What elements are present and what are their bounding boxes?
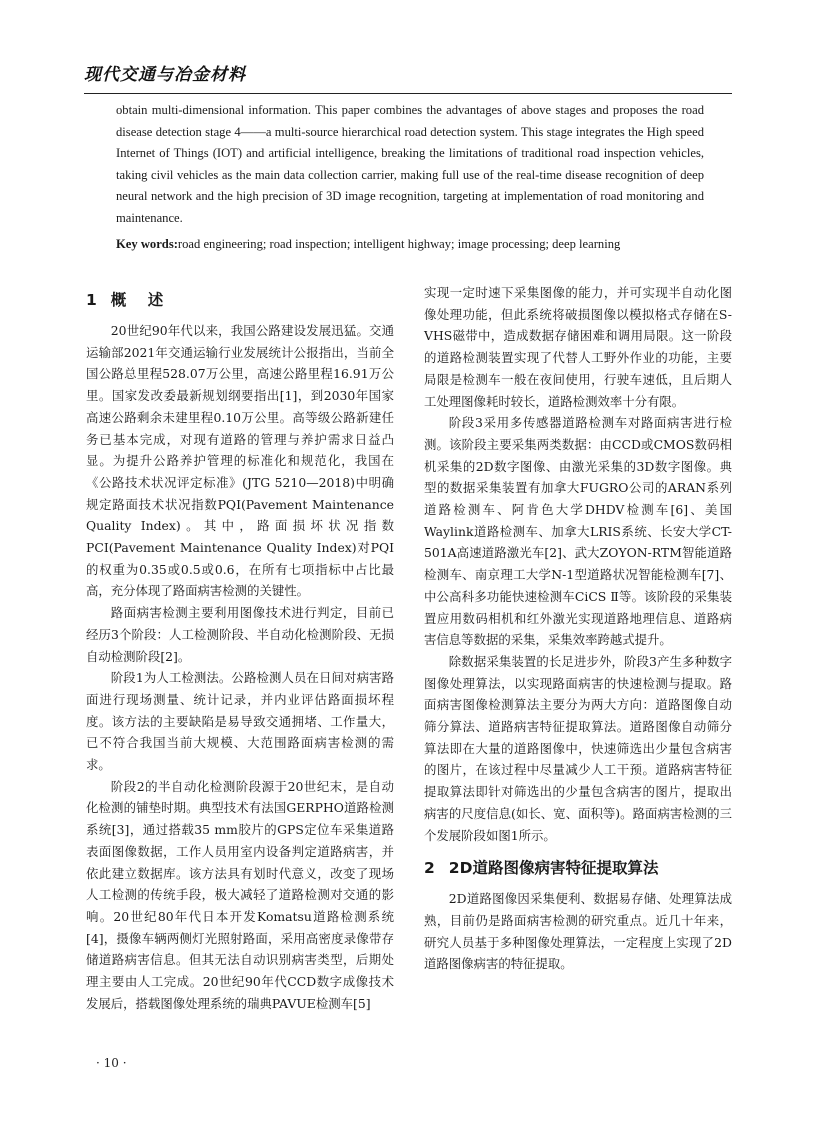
section-1-title: 概 述 [110, 291, 172, 309]
journal-logo: 现代交通与冶金材料 [84, 65, 246, 85]
section-1-heading [86, 288, 394, 312]
section-1-paragraph-continued: 实现一定时速下采集图像的能力，并可实现半自动化图像处理功能，但此系统将破损图像以模拟格式存储在S-VHS磁带中，造成数据存储困难和调用局限。这一阶段的道路检测装置实现了代替人工野外作业的功能，主要局限是检测车一般在夜间使用，行驶车速低，且后期人工处理图像耗时较长，道路检测效率十分有限。 [424, 285, 732, 409]
keywords-label: Key words: [116, 237, 178, 251]
page-number: · 10 · [96, 1056, 127, 1070]
section-2-paragraph: 2D道路图像因采集便利、数据易存储、处理算法成熟，目前仍是路面病害检测的研究重点。近几十年来，研究人员基于多种图像处理算法，一定程度上实现了2D道路图像病害的特征提取。 [424, 891, 732, 972]
section-1-paragraph: 阶段2的半自动化检测阶段源于20世纪末，是自动化检测的铺垫时期。典型技术有法国GERPHO道路检测系统[3]，通过搭载35 mm胶片的GPS定位车采集道路表面图像数据，工作人员用室内设备判定道路病害，并依此建立数据库。该方法具有划时代意义，改变了现场人工检测的传统手段，极大减轻了道路检测对交通的影响。20世纪80年代日本开发Komatsu道路检测系统[4]，摄像车辆两侧灯光照射路面，采用高密度录像带存储道路病害信息。但其无法自动识别病害类型，后期处理主要由人工完成。20世纪90年代CCD数字成像技术发展后，搭载图像处理系统的瑞典PAVUE检测车[5] [86, 778, 394, 1011]
right-column [424, 282, 732, 975]
keywords [116, 234, 716, 254]
left-column [86, 282, 394, 1015]
header-rule [84, 93, 732, 94]
abstract-text: obtain multi-dimensional information. This paper combines the advantages of above stages and proposes the road disease detection stage 4——a multi-source hierarchical road detection system. This stage integrates the High speed Internet of Things (IOT) and artificial intelligence, breaking the limitations of traditional road inspection vehicles, taking civil vehicles as the main data collection carrier, making full use of the real-time disease recognition of deep neural network and the high precision of 3D image recognition, targeting at implementation of road monitoring and maintenance. [116, 103, 704, 225]
section-1-paragraph: 20世纪90年代以来，我国公路建设发展迅猛。交通运输部2021年交通运输行业发展统计公报指出，当前全国公路总里程528.07万公里，高速公路里程16.91万公里。国家发改委最新规划纲要指出[1]，到2030年国家高速公路剩余未建里程0.10万公里。高等级公路新建任务已基本完成，对现有道路的管理与养护需求日益凸显。为提升公路养护管理的标准化和规范化，我国在《公路技术状况评定标准》(JTG 5210—2018)中明确规定路面技术状况指数PQI(Pavement Maintenance Quality Index)。其中，路面损坏状况指数PCI(Pavement Maintenance Quality Index)对PQI的权重为0.35或0.5或0.6，在所有七项指标中占比最高，充分体现了路面病害检测的关键性。 [86, 323, 394, 599]
section-1-paragraph: 路面病害检测主要利用图像技术进行判定，目前已经历3个阶段：人工检测阶段、半自动化检测阶段、无损自动检测阶段[2]。 [86, 605, 394, 664]
keywords-text: road engineering; road inspection; intelligent highway; image processing; deep learning [177, 237, 621, 251]
section-2-number: 2 [424, 859, 435, 878]
section-2-title: 2D道路图像病害特征提取算法 [448, 859, 659, 878]
section-1-paragraph: 除数据采集装置的长足进步外，阶段3产生多种数字图像处理算法，以实现路面病害的快速检测与提取。路面病害图像检测算法主要分为两大方向：道路图像自动筛分算法、道路病害特征提取算法。道路图像自动筛分算法即在大量的道路图像中，快速筛选出少量包含病害的图片，在该过程中尽量减少人工干预。道路病害特征提取算法即针对筛选出的少量包含病害的图片，提取出病害的尺度信息(如长、宽、面积等)。路面病害检测的三个发展阶段如图1所示。 [424, 653, 732, 843]
abstract [116, 100, 704, 230]
section-2-heading [424, 856, 732, 880]
section-1-paragraph: 阶段1为人工检测法。公路检测人员在日间对病害路面进行现场测量、统计记录，并内业评估路面损坏程度。该方法的主要缺陷是易导致交通拥堵、工作量大，已不符合我国当前大规模、大范围路面病害检测的需求。 [86, 670, 394, 773]
section-1-number: 1 [86, 291, 97, 309]
section-1-paragraph: 阶段3采用多传感器道路检测车对路面病害进行检测。该阶段主要采集两类数据：由CCD或CMOS数码相机采集的2D数字图像、由激光采集的3D数字图像。典型的数据采集装置有加拿大FUGRO公司的ARAN系列道路检测车、阿肯色大学DHDV检测车[6]、美国Waylink道路检测车、加拿大LRIS系统、长安大学CT-501A高速道路激光车[2]、武大ZOYON-RTM智能道路检测车、南京理工大学N-1型道路状况智能检测车[7]、中公高科多功能快速检测车CiCS Ⅱ等。该阶段的采集装置应用数码相机和红外激光实现道路地理信息、道路病害信息等数据的采集，采集效率跨越式提升。 [424, 415, 732, 648]
